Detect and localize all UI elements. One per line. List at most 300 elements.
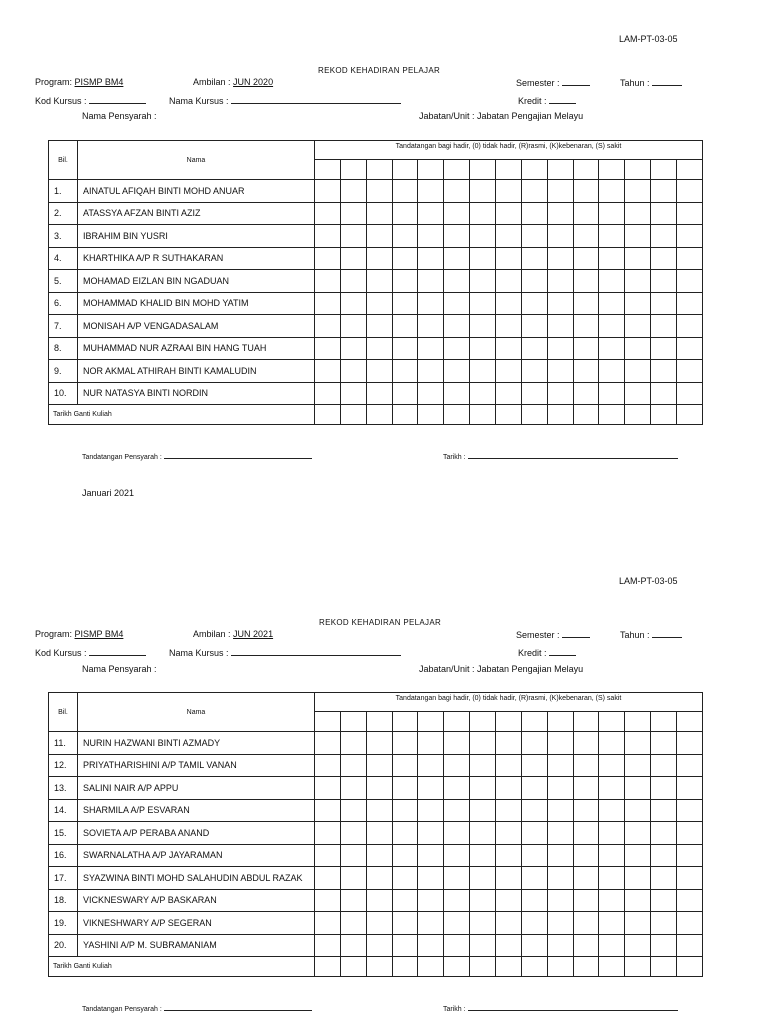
attendance-cell[interactable]: [599, 754, 625, 777]
attendance-cell[interactable]: [340, 315, 366, 338]
kod-kursus-field[interactable]: [89, 647, 146, 656]
attendance-cell[interactable]: [392, 337, 418, 360]
attendance-cell[interactable]: [418, 382, 444, 405]
attendance-cell[interactable]: [418, 292, 444, 315]
attendance-cell[interactable]: [392, 844, 418, 867]
attendance-cell[interactable]: [521, 867, 547, 890]
attendance-cell[interactable]: [444, 180, 470, 203]
attendance-cell[interactable]: [521, 754, 547, 777]
attendance-cell[interactable]: [340, 292, 366, 315]
makeup-date-cell[interactable]: [625, 405, 651, 425]
attendance-cell[interactable]: [547, 247, 573, 270]
attendance-cell[interactable]: [340, 889, 366, 912]
attendance-cell[interactable]: [315, 777, 341, 800]
attendance-cell[interactable]: [470, 202, 496, 225]
attendance-cell[interactable]: [651, 292, 677, 315]
attendance-cell[interactable]: [315, 202, 341, 225]
attendance-cell[interactable]: [677, 202, 703, 225]
attendance-cell[interactable]: [366, 732, 392, 755]
attendance-cell[interactable]: [366, 247, 392, 270]
attendance-cell[interactable]: [315, 225, 341, 248]
attendance-cell[interactable]: [340, 247, 366, 270]
attendance-cell[interactable]: [315, 270, 341, 293]
attendance-cell[interactable]: [547, 382, 573, 405]
makeup-date-cell[interactable]: [625, 957, 651, 977]
attendance-cell[interactable]: [547, 202, 573, 225]
makeup-date-cell[interactable]: [547, 957, 573, 977]
attendance-cell[interactable]: [599, 270, 625, 293]
attendance-cell[interactable]: [340, 867, 366, 890]
attendance-cell[interactable]: [470, 315, 496, 338]
attendance-cell[interactable]: [366, 270, 392, 293]
attendance-cell[interactable]: [444, 337, 470, 360]
attendance-cell[interactable]: [340, 754, 366, 777]
attendance-cell[interactable]: [392, 202, 418, 225]
attendance-cell[interactable]: [573, 247, 599, 270]
attendance-cell[interactable]: [366, 912, 392, 935]
attendance-cell[interactable]: [625, 912, 651, 935]
attendance-cell[interactable]: [315, 822, 341, 845]
attendance-cell[interactable]: [418, 337, 444, 360]
attendance-cell[interactable]: [547, 180, 573, 203]
attendance-cell[interactable]: [418, 912, 444, 935]
attendance-cell[interactable]: [651, 754, 677, 777]
attendance-cell[interactable]: [677, 934, 703, 957]
attendance-cell[interactable]: [444, 844, 470, 867]
attendance-cell[interactable]: [625, 180, 651, 203]
attendance-cell[interactable]: [444, 912, 470, 935]
attendance-cell[interactable]: [599, 360, 625, 383]
makeup-date-cell[interactable]: [599, 405, 625, 425]
attendance-cell[interactable]: [521, 889, 547, 912]
attendance-cell[interactable]: [496, 360, 522, 383]
attendance-cell[interactable]: [366, 337, 392, 360]
attendance-cell[interactable]: [547, 754, 573, 777]
attendance-cell[interactable]: [392, 777, 418, 800]
attendance-cell[interactable]: [392, 382, 418, 405]
attendance-cell[interactable]: [677, 732, 703, 755]
date-field[interactable]: [468, 452, 678, 459]
attendance-cell[interactable]: [599, 777, 625, 800]
attendance-cell[interactable]: [496, 337, 522, 360]
attendance-cell[interactable]: [392, 867, 418, 890]
attendance-cell[interactable]: [625, 934, 651, 957]
attendance-cell[interactable]: [366, 822, 392, 845]
attendance-cell[interactable]: [599, 315, 625, 338]
attendance-cell[interactable]: [418, 754, 444, 777]
attendance-cell[interactable]: [677, 180, 703, 203]
attendance-cell[interactable]: [573, 202, 599, 225]
attendance-cell[interactable]: [392, 754, 418, 777]
attendance-cell[interactable]: [573, 844, 599, 867]
signature-field[interactable]: [164, 452, 312, 459]
attendance-cell[interactable]: [496, 822, 522, 845]
attendance-cell[interactable]: [418, 180, 444, 203]
attendance-cell[interactable]: [599, 889, 625, 912]
attendance-cell[interactable]: [677, 822, 703, 845]
attendance-cell[interactable]: [677, 912, 703, 935]
makeup-date-cell[interactable]: [315, 405, 341, 425]
attendance-cell[interactable]: [547, 844, 573, 867]
attendance-cell[interactable]: [315, 382, 341, 405]
attendance-cell[interactable]: [521, 822, 547, 845]
attendance-cell[interactable]: [677, 360, 703, 383]
attendance-cell[interactable]: [315, 337, 341, 360]
attendance-cell[interactable]: [547, 867, 573, 890]
makeup-date-cell[interactable]: [651, 957, 677, 977]
attendance-cell[interactable]: [418, 360, 444, 383]
attendance-cell[interactable]: [470, 360, 496, 383]
attendance-cell[interactable]: [340, 270, 366, 293]
attendance-cell[interactable]: [521, 732, 547, 755]
attendance-cell[interactable]: [444, 292, 470, 315]
attendance-cell[interactable]: [625, 202, 651, 225]
attendance-cell[interactable]: [573, 934, 599, 957]
attendance-cell[interactable]: [677, 867, 703, 890]
attendance-cell[interactable]: [521, 844, 547, 867]
attendance-cell[interactable]: [340, 225, 366, 248]
attendance-cell[interactable]: [496, 844, 522, 867]
tahun-field[interactable]: [652, 629, 682, 638]
nama-kursus-field[interactable]: [231, 95, 401, 104]
attendance-cell[interactable]: [599, 382, 625, 405]
attendance-cell[interactable]: [573, 315, 599, 338]
attendance-cell[interactable]: [392, 889, 418, 912]
makeup-date-cell[interactable]: [315, 957, 341, 977]
attendance-cell[interactable]: [470, 934, 496, 957]
attendance-cell[interactable]: [573, 225, 599, 248]
attendance-cell[interactable]: [444, 934, 470, 957]
attendance-cell[interactable]: [573, 382, 599, 405]
attendance-cell[interactable]: [521, 202, 547, 225]
attendance-cell[interactable]: [521, 912, 547, 935]
attendance-cell[interactable]: [573, 867, 599, 890]
attendance-cell[interactable]: [651, 202, 677, 225]
attendance-cell[interactable]: [651, 270, 677, 293]
attendance-cell[interactable]: [599, 799, 625, 822]
attendance-cell[interactable]: [366, 315, 392, 338]
attendance-cell[interactable]: [625, 867, 651, 890]
attendance-cell[interactable]: [496, 799, 522, 822]
attendance-cell[interactable]: [470, 844, 496, 867]
attendance-cell[interactable]: [599, 180, 625, 203]
attendance-cell[interactable]: [340, 180, 366, 203]
attendance-cell[interactable]: [392, 732, 418, 755]
attendance-cell[interactable]: [521, 292, 547, 315]
attendance-cell[interactable]: [547, 912, 573, 935]
semester-field[interactable]: [562, 77, 590, 86]
attendance-cell[interactable]: [366, 382, 392, 405]
attendance-cell[interactable]: [496, 292, 522, 315]
attendance-cell[interactable]: [573, 754, 599, 777]
attendance-cell[interactable]: [340, 337, 366, 360]
attendance-cell[interactable]: [625, 822, 651, 845]
attendance-cell[interactable]: [315, 867, 341, 890]
attendance-cell[interactable]: [625, 292, 651, 315]
attendance-cell[interactable]: [599, 732, 625, 755]
attendance-cell[interactable]: [677, 225, 703, 248]
attendance-cell[interactable]: [366, 202, 392, 225]
attendance-cell[interactable]: [444, 360, 470, 383]
attendance-cell[interactable]: [625, 799, 651, 822]
attendance-cell[interactable]: [470, 822, 496, 845]
attendance-cell[interactable]: [573, 337, 599, 360]
attendance-cell[interactable]: [470, 382, 496, 405]
attendance-cell[interactable]: [366, 225, 392, 248]
attendance-cell[interactable]: [444, 889, 470, 912]
makeup-date-cell[interactable]: [599, 957, 625, 977]
attendance-cell[interactable]: [651, 799, 677, 822]
attendance-cell[interactable]: [496, 867, 522, 890]
attendance-cell[interactable]: [418, 844, 444, 867]
attendance-cell[interactable]: [444, 732, 470, 755]
attendance-cell[interactable]: [573, 889, 599, 912]
attendance-cell[interactable]: [651, 360, 677, 383]
attendance-cell[interactable]: [677, 315, 703, 338]
attendance-cell[interactable]: [470, 889, 496, 912]
attendance-cell[interactable]: [547, 799, 573, 822]
attendance-cell[interactable]: [444, 777, 470, 800]
attendance-cell[interactable]: [547, 889, 573, 912]
attendance-cell[interactable]: [573, 912, 599, 935]
attendance-cell[interactable]: [651, 247, 677, 270]
attendance-cell[interactable]: [392, 934, 418, 957]
attendance-cell[interactable]: [651, 822, 677, 845]
makeup-date-cell[interactable]: [366, 405, 392, 425]
attendance-cell[interactable]: [340, 844, 366, 867]
kredit-field[interactable]: [549, 95, 576, 104]
attendance-cell[interactable]: [599, 247, 625, 270]
attendance-cell[interactable]: [366, 360, 392, 383]
attendance-cell[interactable]: [651, 337, 677, 360]
attendance-cell[interactable]: [340, 912, 366, 935]
attendance-cell[interactable]: [444, 799, 470, 822]
attendance-cell[interactable]: [521, 247, 547, 270]
attendance-cell[interactable]: [366, 292, 392, 315]
attendance-cell[interactable]: [470, 799, 496, 822]
attendance-cell[interactable]: [599, 202, 625, 225]
attendance-cell[interactable]: [625, 247, 651, 270]
attendance-cell[interactable]: [470, 777, 496, 800]
attendance-cell[interactable]: [496, 270, 522, 293]
attendance-cell[interactable]: [418, 867, 444, 890]
attendance-cell[interactable]: [599, 337, 625, 360]
attendance-cell[interactable]: [677, 337, 703, 360]
attendance-cell[interactable]: [444, 270, 470, 293]
attendance-cell[interactable]: [315, 247, 341, 270]
attendance-cell[interactable]: [625, 844, 651, 867]
kod-kursus-field[interactable]: [89, 95, 146, 104]
attendance-cell[interactable]: [651, 844, 677, 867]
attendance-cell[interactable]: [392, 822, 418, 845]
attendance-cell[interactable]: [651, 225, 677, 248]
attendance-cell[interactable]: [496, 912, 522, 935]
attendance-cell[interactable]: [315, 180, 341, 203]
attendance-cell[interactable]: [340, 360, 366, 383]
attendance-cell[interactable]: [521, 180, 547, 203]
attendance-cell[interactable]: [418, 799, 444, 822]
makeup-date-cell[interactable]: [677, 405, 703, 425]
attendance-cell[interactable]: [470, 867, 496, 890]
makeup-date-cell[interactable]: [573, 957, 599, 977]
attendance-cell[interactable]: [573, 180, 599, 203]
attendance-cell[interactable]: [496, 315, 522, 338]
attendance-cell[interactable]: [392, 180, 418, 203]
attendance-cell[interactable]: [392, 270, 418, 293]
attendance-cell[interactable]: [392, 799, 418, 822]
attendance-cell[interactable]: [651, 732, 677, 755]
attendance-cell[interactable]: [547, 270, 573, 293]
attendance-cell[interactable]: [651, 777, 677, 800]
attendance-cell[interactable]: [470, 225, 496, 248]
attendance-cell[interactable]: [315, 934, 341, 957]
attendance-cell[interactable]: [599, 822, 625, 845]
attendance-cell[interactable]: [470, 754, 496, 777]
makeup-date-cell[interactable]: [444, 957, 470, 977]
attendance-cell[interactable]: [521, 360, 547, 383]
attendance-cell[interactable]: [470, 292, 496, 315]
attendance-cell[interactable]: [470, 247, 496, 270]
attendance-cell[interactable]: [677, 889, 703, 912]
attendance-cell[interactable]: [496, 382, 522, 405]
attendance-cell[interactable]: [677, 799, 703, 822]
attendance-cell[interactable]: [340, 799, 366, 822]
attendance-cell[interactable]: [366, 180, 392, 203]
attendance-cell[interactable]: [392, 247, 418, 270]
attendance-cell[interactable]: [547, 292, 573, 315]
attendance-cell[interactable]: [651, 867, 677, 890]
attendance-cell[interactable]: [340, 822, 366, 845]
attendance-cell[interactable]: [496, 225, 522, 248]
attendance-cell[interactable]: [315, 292, 341, 315]
makeup-date-cell[interactable]: [677, 957, 703, 977]
makeup-date-cell[interactable]: [496, 957, 522, 977]
attendance-cell[interactable]: [651, 889, 677, 912]
attendance-cell[interactable]: [392, 912, 418, 935]
attendance-cell[interactable]: [573, 822, 599, 845]
attendance-cell[interactable]: [521, 799, 547, 822]
attendance-cell[interactable]: [625, 889, 651, 912]
attendance-cell[interactable]: [444, 202, 470, 225]
attendance-cell[interactable]: [651, 382, 677, 405]
makeup-date-cell[interactable]: [521, 405, 547, 425]
attendance-cell[interactable]: [340, 202, 366, 225]
attendance-cell[interactable]: [470, 270, 496, 293]
attendance-cell[interactable]: [315, 844, 341, 867]
nama-kursus-field[interactable]: [231, 647, 401, 656]
makeup-date-cell[interactable]: [392, 957, 418, 977]
attendance-cell[interactable]: [625, 315, 651, 338]
attendance-cell[interactable]: [496, 934, 522, 957]
attendance-cell[interactable]: [366, 754, 392, 777]
attendance-cell[interactable]: [651, 912, 677, 935]
attendance-cell[interactable]: [521, 315, 547, 338]
attendance-cell[interactable]: [315, 799, 341, 822]
attendance-cell[interactable]: [625, 270, 651, 293]
attendance-cell[interactable]: [573, 360, 599, 383]
attendance-cell[interactable]: [547, 934, 573, 957]
attendance-cell[interactable]: [392, 225, 418, 248]
attendance-cell[interactable]: [418, 225, 444, 248]
signature-field[interactable]: [164, 1004, 312, 1011]
attendance-cell[interactable]: [366, 889, 392, 912]
attendance-cell[interactable]: [651, 934, 677, 957]
attendance-cell[interactable]: [677, 777, 703, 800]
attendance-cell[interactable]: [496, 247, 522, 270]
attendance-cell[interactable]: [496, 202, 522, 225]
attendance-cell[interactable]: [599, 912, 625, 935]
attendance-cell[interactable]: [418, 315, 444, 338]
attendance-cell[interactable]: [315, 889, 341, 912]
attendance-cell[interactable]: [625, 360, 651, 383]
attendance-cell[interactable]: [547, 315, 573, 338]
attendance-cell[interactable]: [444, 225, 470, 248]
makeup-date-cell[interactable]: [470, 957, 496, 977]
makeup-date-cell[interactable]: [392, 405, 418, 425]
attendance-cell[interactable]: [366, 777, 392, 800]
attendance-cell[interactable]: [599, 225, 625, 248]
attendance-cell[interactable]: [366, 844, 392, 867]
attendance-cell[interactable]: [418, 822, 444, 845]
attendance-cell[interactable]: [521, 934, 547, 957]
attendance-cell[interactable]: [392, 360, 418, 383]
attendance-cell[interactable]: [521, 270, 547, 293]
attendance-cell[interactable]: [392, 315, 418, 338]
attendance-cell[interactable]: [547, 732, 573, 755]
attendance-cell[interactable]: [547, 822, 573, 845]
attendance-cell[interactable]: [651, 315, 677, 338]
attendance-cell[interactable]: [392, 292, 418, 315]
attendance-cell[interactable]: [599, 867, 625, 890]
attendance-cell[interactable]: [418, 732, 444, 755]
attendance-cell[interactable]: [418, 777, 444, 800]
makeup-date-cell[interactable]: [521, 957, 547, 977]
attendance-cell[interactable]: [496, 180, 522, 203]
attendance-cell[interactable]: [547, 225, 573, 248]
attendance-cell[interactable]: [625, 732, 651, 755]
attendance-cell[interactable]: [366, 867, 392, 890]
attendance-cell[interactable]: [677, 844, 703, 867]
attendance-cell[interactable]: [470, 912, 496, 935]
makeup-date-cell[interactable]: [418, 405, 444, 425]
attendance-cell[interactable]: [496, 889, 522, 912]
attendance-cell[interactable]: [418, 247, 444, 270]
attendance-cell[interactable]: [366, 799, 392, 822]
attendance-cell[interactable]: [418, 202, 444, 225]
attendance-cell[interactable]: [444, 867, 470, 890]
makeup-date-cell[interactable]: [340, 957, 366, 977]
attendance-cell[interactable]: [444, 822, 470, 845]
attendance-cell[interactable]: [547, 337, 573, 360]
attendance-cell[interactable]: [470, 180, 496, 203]
attendance-cell[interactable]: [573, 270, 599, 293]
attendance-cell[interactable]: [444, 754, 470, 777]
attendance-cell[interactable]: [521, 382, 547, 405]
makeup-date-cell[interactable]: [340, 405, 366, 425]
attendance-cell[interactable]: [496, 754, 522, 777]
attendance-cell[interactable]: [340, 732, 366, 755]
attendance-cell[interactable]: [625, 382, 651, 405]
attendance-cell[interactable]: [418, 270, 444, 293]
attendance-cell[interactable]: [340, 777, 366, 800]
attendance-cell[interactable]: [677, 754, 703, 777]
attendance-cell[interactable]: [573, 732, 599, 755]
attendance-cell[interactable]: [366, 934, 392, 957]
attendance-cell[interactable]: [521, 225, 547, 248]
attendance-cell[interactable]: [340, 382, 366, 405]
attendance-cell[interactable]: [496, 777, 522, 800]
attendance-cell[interactable]: [340, 934, 366, 957]
